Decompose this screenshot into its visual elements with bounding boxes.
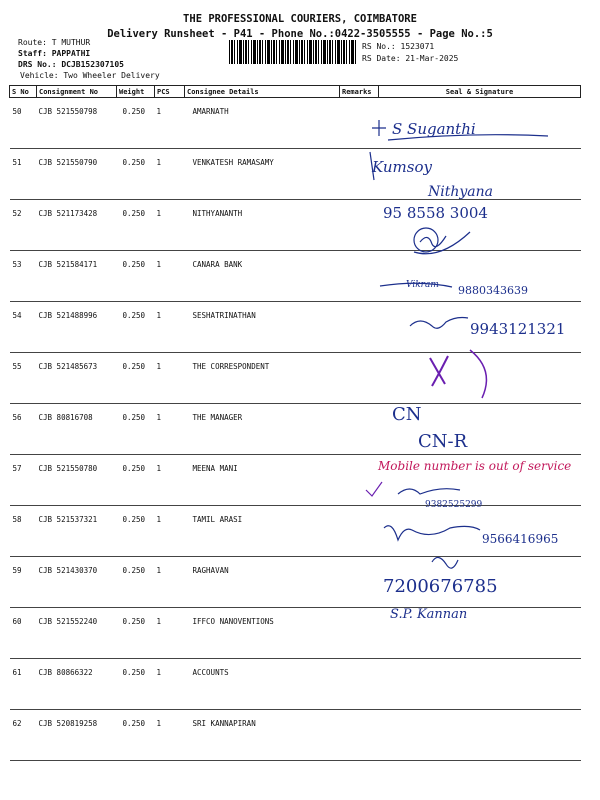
table-row <box>10 200 581 251</box>
col-consignee: Consignee Details <box>185 86 340 98</box>
cell-pcs: 1 <box>155 251 185 302</box>
cell-weight: 0.250 <box>117 302 155 353</box>
table-row <box>10 251 581 302</box>
cell-signature <box>379 251 581 302</box>
table-row <box>10 149 581 200</box>
cell-consignee: TAMIL ARASI <box>185 506 340 557</box>
col-signature: Seal & Signature <box>379 86 581 98</box>
phone-60: 9566416965 <box>482 532 559 546</box>
cell-signature <box>379 200 581 251</box>
table-row <box>10 506 581 557</box>
cell-pcs: 1 <box>155 98 185 149</box>
cell-sno: 59 <box>10 557 37 608</box>
cell-consignment: CJB 521488996 <box>37 302 117 353</box>
cell-signature <box>379 608 581 659</box>
cell-remarks <box>340 404 379 455</box>
cell-consignee: MEENA MANI <box>185 455 340 506</box>
company-title: THE PROFESSIONAL COURIERS, COIMBATORE <box>183 13 417 25</box>
table-row <box>10 98 581 149</box>
phone-54: 9880343639 <box>458 284 528 297</box>
cell-signature <box>379 659 581 710</box>
col-remarks: Remarks <box>340 86 379 98</box>
cell-signature <box>379 455 581 506</box>
cell-weight: 0.250 <box>117 200 155 251</box>
rs-number: RS No.: 1523071 <box>362 42 435 51</box>
cell-remarks <box>340 302 379 353</box>
cell-weight: 0.250 <box>117 353 155 404</box>
table-header-row <box>10 86 581 98</box>
table-row <box>10 710 581 761</box>
cell-sno: 56 <box>10 404 37 455</box>
phone-61: 7200676785 <box>383 576 498 597</box>
cell-consignee: THE CORRESPONDENT <box>185 353 340 404</box>
cell-pcs: 1 <box>155 353 185 404</box>
cell-consignment: CJB 521550798 <box>37 98 117 149</box>
col-sno: S No <box>10 86 37 98</box>
cell-pcs: 1 <box>155 455 185 506</box>
cell-signature <box>379 506 581 557</box>
cell-weight: 0.250 <box>117 659 155 710</box>
cell-consignment: CJB 520819258 <box>37 710 117 761</box>
cell-signature <box>379 710 581 761</box>
cell-weight: 0.250 <box>117 710 155 761</box>
phone-52: 95 8558 3004 <box>383 204 488 222</box>
table-row <box>10 455 581 506</box>
cell-remarks <box>340 353 379 404</box>
cell-sno: 58 <box>10 506 37 557</box>
cell-weight: 0.250 <box>117 506 155 557</box>
cell-weight: 0.250 <box>117 149 155 200</box>
cell-remarks <box>340 200 379 251</box>
table-row <box>10 557 581 608</box>
cell-consignee: IFFCO NANOVENTIONS <box>185 608 340 659</box>
table-row <box>10 302 581 353</box>
cell-sno: 52 <box>10 200 37 251</box>
cell-pcs: 1 <box>155 200 185 251</box>
cell-remarks <box>340 506 379 557</box>
cell-weight: 0.250 <box>117 404 155 455</box>
cell-consignment: CJB 521173428 <box>37 200 117 251</box>
cell-consignment: CJB 521550780 <box>37 455 117 506</box>
cell-remarks <box>340 608 379 659</box>
cell-pcs: 1 <box>155 710 185 761</box>
cell-signature <box>379 98 581 149</box>
cell-remarks <box>340 455 379 506</box>
cell-signature <box>379 557 581 608</box>
cell-consignee: SESHATRINATHAN <box>185 302 340 353</box>
cell-signature <box>379 353 581 404</box>
cell-weight: 0.250 <box>117 455 155 506</box>
cell-pcs: 1 <box>155 608 185 659</box>
cell-remarks <box>340 710 379 761</box>
cell-remarks <box>340 98 379 149</box>
phone-55: 9943121321 <box>470 320 566 338</box>
table-row <box>10 353 581 404</box>
runsheet-title: Delivery Runsheet - P41 - Phone No.:0422-3505555 - Page No.:5 <box>107 28 493 40</box>
runsheet-table <box>9 85 581 761</box>
signature-62: S.P. Kannan <box>390 607 468 622</box>
staff-label: Staff: PAPPATHI <box>18 49 91 58</box>
cell-sno: 62 <box>10 710 37 761</box>
cell-consignment: CJB 521485673 <box>37 353 117 404</box>
cell-remarks <box>340 557 379 608</box>
cell-sno: 53 <box>10 251 37 302</box>
cell-signature <box>379 149 581 200</box>
vehicle-label: Vehicle: Two Wheeler Delivery <box>20 71 160 80</box>
barcode <box>229 40 357 64</box>
cell-pcs: 1 <box>155 302 185 353</box>
cell-signature <box>379 404 581 455</box>
cell-consignment: CJB 521552240 <box>37 608 117 659</box>
cell-sno: 51 <box>10 149 37 200</box>
signature-52: Nithyana <box>428 184 493 200</box>
cell-sno: 60 <box>10 608 37 659</box>
cell-consignment: CJB 521537321 <box>37 506 117 557</box>
cell-sno: 57 <box>10 455 37 506</box>
signature-50: S Suganthi <box>392 120 476 138</box>
cell-consignment: CJB 80866322 <box>37 659 117 710</box>
table-row <box>10 659 581 710</box>
cell-consignee: CANARA BANK <box>185 251 340 302</box>
cell-consignee: NITHYANANTH <box>185 200 340 251</box>
col-weight: Weight <box>117 86 155 98</box>
cell-pcs: 1 <box>155 506 185 557</box>
cell-remarks <box>340 251 379 302</box>
cell-consignee: AMARNATH <box>185 98 340 149</box>
cell-pcs: 1 <box>155 149 185 200</box>
note-57: CN <box>392 404 422 425</box>
svg-text:Vikram: Vikram <box>406 280 439 290</box>
cell-weight: 0.250 <box>117 251 155 302</box>
cell-consignment: CJB 80816708 <box>37 404 117 455</box>
cell-consignment: CJB 521550790 <box>37 149 117 200</box>
cell-consignment: CJB 521584171 <box>37 251 117 302</box>
cell-consignee: VENKATESH RAMASAMY <box>185 149 340 200</box>
cell-pcs: 1 <box>155 557 185 608</box>
cell-consignee: SRI KANNAPIRAN <box>185 710 340 761</box>
cell-weight: 0.250 <box>117 98 155 149</box>
cell-weight: 0.250 <box>117 608 155 659</box>
col-consignment: Consignment No <box>37 86 117 98</box>
cell-consignee: THE MANAGER <box>185 404 340 455</box>
table-row <box>10 608 581 659</box>
table-row <box>10 404 581 455</box>
route-label: Route: T MUTHUR <box>18 38 91 47</box>
phone-59: 9382525299 <box>425 500 483 510</box>
cell-pcs: 1 <box>155 659 185 710</box>
cell-consignee: RAGHAVAN <box>185 557 340 608</box>
col-pcs: PCS <box>155 86 185 98</box>
cell-sno: 50 <box>10 98 37 149</box>
cell-pcs: 1 <box>155 404 185 455</box>
cell-sno: 61 <box>10 659 37 710</box>
cell-signature <box>379 302 581 353</box>
cell-remarks <box>340 659 379 710</box>
rs-date: RS Date: 21-Mar-2025 <box>362 54 459 63</box>
cell-sno: 54 <box>10 302 37 353</box>
note-58: CN-R <box>418 431 468 452</box>
cell-sno: 55 <box>10 353 37 404</box>
drs-label: DRS No.: DCJB152307105 <box>18 60 124 69</box>
cell-remarks <box>340 149 379 200</box>
signature-51: Kumsoy <box>372 158 432 176</box>
cell-consignment: CJB 521430370 <box>37 557 117 608</box>
cell-weight: 0.250 <box>117 557 155 608</box>
note-59: Mobile number is out of service <box>378 459 572 473</box>
cell-consignee: ACCOUNTS <box>185 659 340 710</box>
